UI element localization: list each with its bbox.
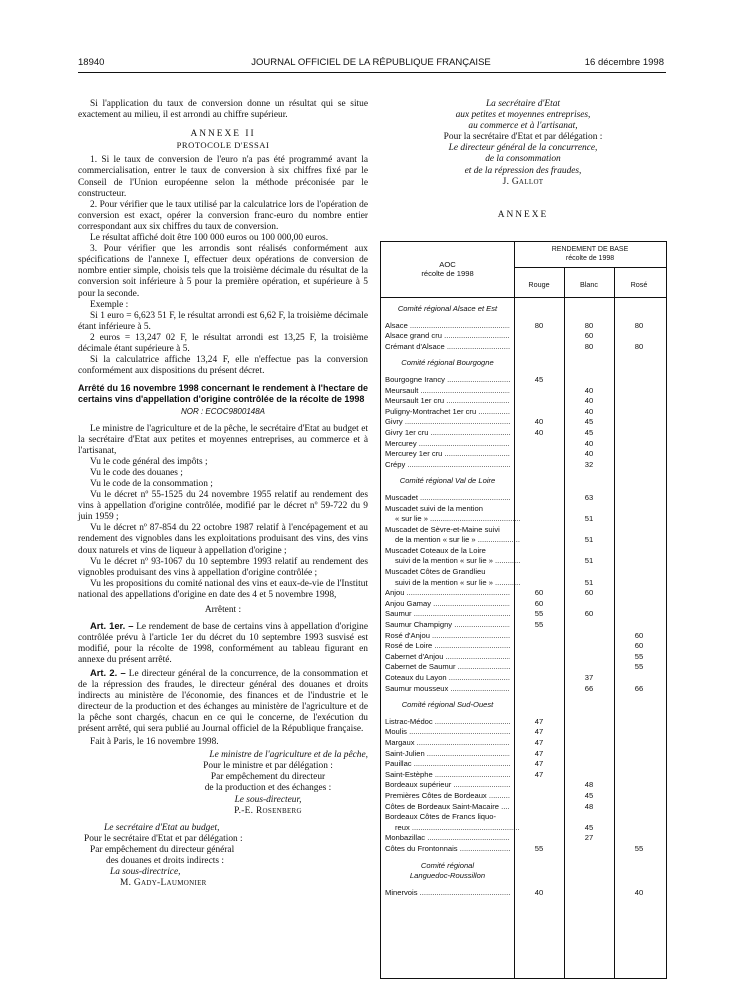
- signature-3-line-4: Pour la secrétaire d'Etat et par délégation :: [443, 132, 603, 143]
- yield-blanc: 51: [584, 535, 594, 545]
- table-row: [381, 770, 666, 781]
- appellation-name: Alsace grand cru .....: [385, 331, 510, 342]
- region-heading: [381, 871, 666, 882]
- table-row: [381, 620, 666, 631]
- yield-rouge: 47: [534, 748, 544, 758]
- table-row: [381, 514, 666, 525]
- yield-blanc: 45: [584, 427, 594, 437]
- table-row: [381, 749, 666, 760]
- appellation-name: Givry 1er cru .....: [385, 428, 510, 439]
- yield-rouge: 40: [534, 887, 544, 897]
- table-row: [381, 567, 666, 578]
- table-row: [381, 791, 666, 802]
- appellation-name: Saint-Estèphe .....: [385, 770, 510, 781]
- yield-rose: 55: [634, 662, 644, 672]
- signature-1-line-2: Par empêchement du directeur: [210, 772, 326, 783]
- arretent: Arrêtent :: [204, 605, 242, 616]
- appellation-name: Rosé de Loire .....: [385, 641, 510, 652]
- annexe-ii-title: ANNEXE II: [190, 129, 256, 140]
- appellation-name: Listrac-Médoc .....: [385, 717, 510, 728]
- table-row: [381, 342, 666, 353]
- visa-7: Vu les propositions du comité national des vins et eaux-de-vie de l'Institut national des appellations d'origine en date des 4 et 5 novembre 1998,: [78, 578, 368, 600]
- article-2: [78, 667, 368, 736]
- appellation-name: Pauillac .....: [385, 759, 510, 770]
- region-name: Comité régional Bourgogne: [401, 358, 494, 368]
- signature-1-block: [168, 761, 368, 816]
- yield-blanc: 63: [584, 492, 594, 502]
- example-1: Si 1 euro = 6,623 51 F, le résultat arrondi est 6,62 F, la troisième décimale étant inférieure à 5.: [78, 310, 368, 332]
- appellation-name: Rosé d'Anjou .....: [385, 631, 510, 642]
- table-row: [381, 588, 666, 599]
- header-rule: [78, 72, 666, 73]
- appellation-name: Crépy .....: [385, 460, 510, 471]
- protocol-step-2-result: Le résultat affiché doit être 100 000 euros ou 100 000,00 euros.: [90, 233, 329, 244]
- table-row: [381, 833, 666, 844]
- table-row: [381, 417, 666, 428]
- table-row: [381, 386, 666, 397]
- yield-blanc: 51: [584, 556, 594, 566]
- table-row: [381, 802, 666, 813]
- issue-date: 16 décembre 1998: [584, 57, 664, 68]
- yield-rouge: 47: [534, 737, 544, 747]
- yield-blanc: 60: [584, 588, 594, 598]
- column-header-rouge: Rouge: [528, 280, 550, 289]
- table-row: [381, 673, 666, 684]
- example-2: 2 euros = 13,247 02 F, le résultat arrondi est 13,25 F, la troisième décimale étant supérieure à 5.: [78, 332, 368, 354]
- signature-2-role: Le secrétaire d'Etat au budget,: [104, 822, 220, 833]
- table-row: [381, 556, 666, 567]
- appellation-name: Bourgogne Irancy .....: [385, 375, 510, 386]
- table-row: [381, 727, 666, 738]
- yield-rose: 55: [634, 651, 644, 661]
- yield-blanc: 40: [584, 438, 594, 448]
- article-2-label: Art. 2. –: [90, 666, 126, 678]
- yield-rose: 80: [634, 341, 644, 351]
- region-heading: [381, 700, 666, 711]
- table-row: [381, 428, 666, 439]
- appellation-name: Givry .....: [385, 417, 510, 428]
- yield-blanc: 40: [584, 406, 594, 416]
- protocol-step-2: 2. Pour vérifier que le taux utilisé par la calculatrice lors de l'opération de conversion est exact, opérer la conversion franc-euro du nombre entier correspondant aux six chiffres du taux de conversion.: [78, 199, 368, 232]
- yield-rouge: 47: [534, 716, 544, 726]
- yield-rouge: 40: [534, 417, 544, 427]
- article-1: [78, 620, 368, 666]
- table-row: [381, 449, 666, 460]
- table-row: [381, 631, 666, 642]
- appellation-name: Saint-Julien .....: [385, 749, 510, 760]
- aoc-header-line-1: AOC: [439, 260, 456, 269]
- table-row: [381, 888, 666, 899]
- table-row: [381, 407, 666, 418]
- appellation-name: Muscadet .....: [385, 493, 510, 504]
- yield-rose: 60: [634, 630, 644, 640]
- table-row: [381, 662, 666, 673]
- yield-blanc: 32: [584, 459, 594, 469]
- annexe-title: ANNEXE: [497, 209, 549, 220]
- signature-3-line-7: et de la répression des fraudes,: [464, 165, 582, 176]
- yield-rouge: 47: [534, 769, 544, 779]
- yield-blanc: 40: [584, 385, 594, 395]
- table-row: [381, 641, 666, 652]
- signature-3-name: J. Gallot: [502, 176, 544, 187]
- yield-rouge: 47: [534, 759, 544, 769]
- aoc-header: [381, 260, 514, 278]
- appellation-name: Minervois .....: [385, 888, 510, 899]
- page-header: [78, 57, 664, 71]
- yield-blanc: 40: [584, 396, 594, 406]
- yield-table: [380, 241, 667, 979]
- signature-3-line-3: au commerce et à l'artisanat,: [468, 121, 578, 132]
- yield-blanc: 48: [584, 801, 594, 811]
- signature-3-line-1: La secrétaire d'Etat: [485, 99, 561, 109]
- appellation-name: Puligny-Montrachet 1er cru .....: [385, 407, 510, 418]
- appellation-name: Saumur .....: [385, 609, 510, 620]
- journal-title: JOURNAL OFFICIEL DE LA RÉPUBLIQUE FRANÇAISE: [251, 57, 491, 68]
- signature-2-line-3: des douanes et droits indirects :: [106, 856, 224, 866]
- appellation-name: Cabernet de Saumur .....: [385, 662, 510, 673]
- yield-blanc: 37: [584, 673, 594, 682]
- signature-1-line-3: de la production et des échanges :: [204, 783, 332, 794]
- rendement-header: [514, 246, 666, 263]
- region-name: Comité régional Sud-Ouest: [401, 700, 494, 710]
- fait-a-paris: Fait à Paris, le 16 novembre 1998.: [90, 737, 219, 748]
- region-name: Comité régional: [420, 860, 475, 870]
- signature-1-name: P.-E. Rosenberg: [234, 805, 302, 816]
- rendement-header-line-1: RENDEMENT DE BASE: [551, 246, 629, 253]
- article-1-text: Le rendement de base de certains vins à appellation d'origine contrôlée prévu à l'article 1er du décret du 10 septembre 1993 susvisé est modifié, pour la récolte de 1998, conformément au tableau figurant en annexe du présent arrêté.: [78, 622, 368, 666]
- protocol-step-1: 1. Si le taux de conversion de l'euro n'a pas été programmé avant la commercialisation, entrer le taux de conversion à six chiffres fixé par le Conseil de l'Union européenne selon la méthode préconisée par le constructeur.: [78, 155, 368, 199]
- article-2-text: Le directeur général de la concurrence, de la consommation et de la répression des fraudes, le directeur général des douanes et droits indirects au ministère de l'économie, des finances et de l'industrie et le directeur de la production et des échanges au ministère de l'agriculture et de la pêche sont chargés, chacun en ce qui le concerne, de l'exécution du présent arrêté, qui sera publié au Journal officiel de la République française.: [78, 668, 369, 734]
- protocol-title: PROTOCOLE D'ESSAI: [176, 140, 270, 151]
- table-row: [381, 535, 666, 546]
- visa-1: Vu le code général des impôts ;: [90, 456, 208, 467]
- table-row: [381, 609, 666, 620]
- table-row: [381, 812, 666, 823]
- right-column: [380, 99, 666, 221]
- signature-2-block: [78, 823, 368, 890]
- visa-2: Vu le code des douanes ;: [90, 467, 183, 478]
- article-1-label: Art. 1er. –: [90, 620, 134, 632]
- yield-rose: 55: [634, 843, 644, 853]
- aoc-header-line-2: récolte de 1998: [421, 269, 474, 278]
- appellation-name: Moulis .....: [385, 727, 510, 738]
- region-heading: [381, 304, 666, 315]
- yield-blanc: 80: [584, 341, 594, 351]
- table-row: [381, 439, 666, 450]
- region-heading: [381, 861, 666, 872]
- table-row: [381, 738, 666, 749]
- table-row: [381, 525, 666, 536]
- appellation-name: Bordeaux supérieur .....: [385, 780, 510, 791]
- visa-5: Vu le décret nº 87-854 du 22 octobre 1987 relatif à l'encépagement et au rendement des vignobles dans les exploitations produisant des vins, des vins doux naturels et vins de liqueur à appellation d'origine ;: [78, 523, 368, 556]
- region-name: Languedoc-Roussillon: [409, 871, 486, 881]
- region-name: Comité régional Val de Loire: [399, 476, 496, 486]
- yield-rose: 80: [634, 320, 644, 330]
- appellation-name: Anjou Gamay .....: [385, 599, 510, 610]
- yield-blanc: 48: [584, 780, 594, 790]
- table-row: [381, 460, 666, 471]
- appellation-name: Muscadet Côtes de Grandlieu: [385, 567, 486, 577]
- yield-blanc: 40: [584, 449, 594, 459]
- appellation-name: Muscadet de Sèvre-et-Maine suivi: [385, 524, 500, 534]
- example-label: Exemple :: [90, 299, 129, 310]
- visa-3: Vu le code de la consommation ;: [90, 479, 213, 489]
- appellation-name: Anjou .....: [385, 588, 510, 599]
- yield-blanc: 45: [584, 790, 594, 800]
- signature-1-line-4: Le sous-directeur,: [234, 794, 302, 805]
- signature-3-line-5: Le directeur général de la concurrence,: [448, 143, 598, 154]
- yield-rose: 40: [634, 887, 644, 897]
- appellation-name: Coteaux du Layon .....: [385, 673, 510, 684]
- appellation-name: Alsace .....: [385, 321, 510, 332]
- table-row: [381, 844, 666, 855]
- table-row: [381, 780, 666, 791]
- appellation-name: Cabernet d'Anjou .....: [385, 652, 510, 663]
- minister-intro: Le ministre de l'agriculture et de la pêche, le secrétaire d'Etat au budget et la secrétaire d'Etat aux petites et moyennes entreprises, au commerce et à l'artisanat,: [78, 423, 368, 456]
- appellation-name: « sur lie » .....: [385, 514, 520, 525]
- table-row: [381, 375, 666, 386]
- appellation-name: Margaux .....: [385, 738, 510, 749]
- yield-rouge: 45: [534, 374, 544, 384]
- table-row: [381, 504, 666, 515]
- visa-4: Vu le décret nº 55-1525 du 24 novembre 1955 relatif au rendement des vins à appellation d'origine contrôlée, modifié par le décret nº 59-722 du 9 juin 1959 ;: [78, 490, 368, 523]
- appellation-name: Bordeaux Côtes de Francs liquo-: [385, 812, 497, 822]
- appellation-name: Saumur Champigny .....: [385, 620, 510, 631]
- appellation-name: Côtes de Bordeaux Saint-Macaire .....: [385, 802, 510, 813]
- appellation-name: suivi de la mention « sur lie » .....: [385, 556, 520, 567]
- yield-rouge: 47: [534, 727, 544, 737]
- signature-1-line-1: Pour le ministre et par délégation :: [203, 761, 333, 772]
- table-row: [381, 578, 666, 589]
- yield-blanc: 80: [584, 320, 594, 330]
- table-row: [381, 759, 666, 770]
- table-row: [381, 823, 666, 834]
- yield-rouge: 60: [534, 598, 544, 608]
- region-heading: [381, 358, 666, 369]
- yield-blanc: 66: [584, 683, 594, 693]
- intro-paragraph: Si l'application du taux de conversion donne un résultat qui se situe exactement au milieu, il est arrondi au chiffre supérieur.: [78, 99, 368, 121]
- yield-rouge: 55: [534, 609, 544, 619]
- yield-blanc: 27: [584, 833, 594, 843]
- signature-3-line-6: de la consommation: [485, 154, 561, 165]
- table-row: [381, 717, 666, 728]
- appellation-name: Mercurey .....: [385, 439, 510, 450]
- table-row: [381, 546, 666, 557]
- table-row: [381, 652, 666, 663]
- header-subrule: [514, 267, 666, 268]
- yield-blanc: 60: [584, 609, 594, 619]
- table-row: [381, 396, 666, 407]
- appellation-name: reux .....: [385, 823, 520, 834]
- table-row: [381, 321, 666, 332]
- arrete-title: Arrêté du 16 novembre 1998 concernant le rendement à l'hectare de certains vins d'appellation d'origine contrôlée de la récolte de 1998: [78, 383, 368, 404]
- yield-blanc: 45: [584, 822, 594, 832]
- yield-rouge: 55: [534, 620, 544, 630]
- page-number: 18940: [78, 57, 105, 68]
- region-heading: [381, 476, 666, 487]
- appellation-name: Crémant d'Alsace .....: [385, 342, 510, 353]
- left-column: [78, 99, 368, 889]
- appellation-name: Meursault 1er cru .....: [385, 396, 510, 407]
- yield-blanc: 60: [584, 331, 594, 341]
- appellation-name: Muscadet suivi de la mention: [385, 503, 483, 513]
- visa-6: Vu le décret nº 93-1067 du 10 septembre 1993 relatif au rendement des vignobles produisant des vins à appellation d'origine contrôlée ;: [78, 556, 368, 578]
- table-row: [381, 331, 666, 342]
- signature-3-block: [380, 99, 666, 188]
- signature-2-line-4: La sous-directrice,: [110, 867, 181, 878]
- signature-1-role: Le ministre de l'agriculture et de la pêche,: [209, 750, 368, 761]
- appellation-name: Mercurey 1er cru .....: [385, 449, 510, 460]
- column-header-blanc: Blanc: [580, 280, 598, 289]
- table-header: [381, 242, 666, 298]
- appellation-name: Monbazillac .....: [385, 833, 510, 844]
- yield-rouge: 40: [534, 427, 544, 437]
- column-header-rose: Rosé: [630, 280, 648, 289]
- table-row: [381, 599, 666, 610]
- yield-blanc: 51: [584, 514, 594, 524]
- protocol-step-3: 3. Pour vérifier que les arrondis sont réalisés conformément aux spécifications de l'annexe I, effectuer deux opérations de conversion de nombre entier simple, choisis tels que la troisième décimale du résultat de la conversion soit inférieure à 5 pour la première opération, et supérieure à 5 pour la seconde.: [78, 244, 368, 299]
- appellation-name: Premières Côtes de Bordeaux .....: [385, 791, 510, 802]
- nor-reference: NOR : ECOC9800148A: [180, 407, 266, 417]
- yield-rose: 60: [634, 641, 644, 651]
- table-body: [381, 298, 666, 978]
- yield-rouge: 60: [534, 588, 544, 598]
- appellation-name: Muscadet Coteaux de la Loire: [385, 545, 486, 555]
- signature-2-name: M. Gady-Laumonier: [120, 878, 207, 889]
- example-3: Si la calculatrice affiche 13,24 F, elle n'effectue pas la conversion conformément aux dispositions du présent décret.: [78, 355, 368, 377]
- rendement-header-line-2: récolte de 1998: [565, 254, 615, 262]
- yield-blanc: 51: [584, 577, 594, 587]
- signature-2-line-1: Pour le secrétaire d'Etat et par délégation :: [84, 833, 243, 844]
- appellation-name: Côtes du Frontonnais .....: [385, 844, 510, 855]
- table-row: [381, 684, 666, 695]
- appellation-name: Meursault .....: [385, 386, 510, 397]
- signature-3-line-2: aux petites et moyennes entreprises,: [455, 110, 591, 121]
- yield-rouge: 80: [534, 320, 544, 330]
- appellation-name: Saumur mousseux .....: [385, 684, 510, 695]
- table-row: [381, 493, 666, 504]
- yield-rouge: 55: [534, 843, 544, 853]
- appellation-name: de la mention « sur lie » .....: [385, 535, 520, 546]
- appellation-name: suivi de la mention « sur lie » .....: [385, 578, 520, 589]
- yield-blanc: 45: [584, 417, 594, 427]
- signature-2-line-2: Par empêchement du directeur général: [90, 844, 235, 855]
- yield-rose: 66: [634, 683, 644, 693]
- region-name: Comité régional Alsace et Est: [397, 304, 498, 313]
